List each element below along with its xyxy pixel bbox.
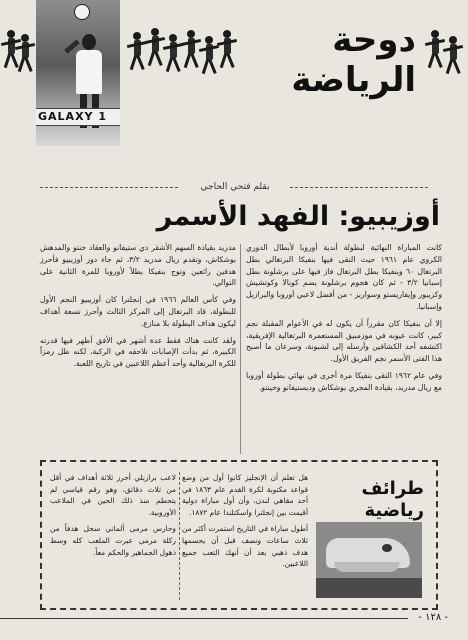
article-column-left: [40, 242, 236, 454]
stadium-board-text: GALAXY 1: [38, 110, 107, 123]
paragraph: وحارس مرمى ألماني سجل هدفاً من ركلة مرمى عبرت الملعب كله وسط ذهول الجماهير والحكم معاً.: [50, 524, 176, 557]
article-column-right: [246, 242, 442, 412]
dinosaur-skull-illustration: [316, 522, 422, 598]
paragraph: أطول مباراة في التاريخ استمرت أكثر من ثلاث ساعات ونصف قبل أن يحسمها هدف ذهبي بعد أن أنهك التعب جميع اللاعبين.: [182, 524, 308, 569]
sports-trivia-box: [40, 460, 438, 610]
runner-figure-icon: [186, 30, 196, 68]
masthead-line-1: دوحة: [332, 20, 416, 60]
paragraph: وفي كأس العالم ١٩٦٦ في إنجلترا كان أوزيبيو النجم الأول للبطولة، قاد البرتغال إلى المركز الثالث وأحرز تسعة أهداف ليكون هداف البطولة بلا منازع.: [40, 295, 236, 328]
byline-text: بقلم فتحي الحاجي: [180, 180, 290, 194]
paragraph: ولقد كانت هناك فقط عدة أشهر في الأفق أظهر فيها قدرته الكبيرة، ثم بدأت الإصابات تلاحقه في الركبة، لكنه ظل رمزاً للكرة البرتغالية وأحد أعظم اللاعبين في تاريخ اللعبة.: [40, 335, 236, 369]
section-masthead: [266, 20, 416, 100]
paragraph: مدريد بقيادة السهم الأشقر دي ستيفانو والعقاد خنتو والمدهش بوشكاش، وتقدم ريال مدريد ٣/٢، ثم جاء دور أوزيبيو فأحرز هدفين رائعين وتوج بنفيكا بطلاً لأوروبا للمرة الثانية على التوالي.: [40, 243, 236, 288]
masthead-line-2: الرياضة: [291, 60, 416, 100]
runner-figure-icon: [204, 36, 214, 74]
page-header: [0, 0, 468, 150]
runner-figure-icon: [150, 28, 160, 66]
page-number: - ١٢٨ -: [418, 612, 448, 623]
column-divider: [240, 244, 241, 454]
paragraph: إلا أن بنفيكا كان مقرراً أن يكون له في الأعوام المقبلة نجم كبير، كانت عيونه في موزمبيق المستعمرة البرتغالية الإفريقية، اكتشفه أحد الكشافين وأرسله إلى لشبونة، وسرعان ما أصبح هذا الفتى الأسمر نجم الفريق الأول.: [246, 318, 442, 364]
runner-figure-icon: [222, 30, 232, 68]
runner-figure-icon: [168, 34, 178, 72]
article-headline: أوزيبيو: الفهد الأسمر: [156, 201, 440, 232]
trivia-column-a: [182, 472, 308, 575]
trivia-column-divider: [179, 472, 180, 600]
paragraph: هل تعلم أن الإنجليز كانوا أول من وضع قواعد مكتوبة لكرة القدم عام ١٨٦٣ في أحد مقاهي لندن، وأن أول مباراة دولية أقيمت بين إنجلترا واسكتلندا عام ١٨٧٢.: [182, 473, 308, 517]
runner-figure-icon: [20, 34, 30, 72]
trivia-box-title: طرائف رياضية: [361, 478, 424, 521]
runner-figure-icon: [132, 32, 142, 70]
football-player-photo: [36, 0, 120, 146]
page-footer: [0, 606, 468, 628]
footer-rule: [0, 618, 408, 619]
runner-figure-icon: [448, 36, 458, 74]
paragraph: وفي عام ١٩٦٢ التقى بنفيكا مرة أخرى في نهائي بطولة أوروبا مع ريال مدريد، بقيادة المجري بوشكاش وديستيفانو وخينتو.: [246, 370, 442, 392]
article-byline: [0, 180, 468, 194]
paragraph: لاعب برازيلي أحرز ثلاثة أهداف في أقل من ثلاث دقائق، وهو رقم قياسي لم يتحطم منذ ذلك الحين في الملاعب الأوروبية.: [50, 473, 176, 517]
trivia-column-b: [50, 472, 176, 563]
runner-figure-icon: [430, 30, 440, 68]
paragraph: كانت المباراة النهائية لبطولة أندية أوروبا لأبطال الدوري الكروي عام ١٩٦١ حيث التقى فيها بنفيكا البرتغالي بطل البرتغال ٦٠ وبنفيكا بطل البرتغال فاز فيها على برشلونة بطل إسبانيا ٣/٢ - ثم كان هجوم برشلونة يضم كوبالا وكوتشيش وكزيبور وإيفاريستو وسواريز - من أفضل لاعبي أوروبا والبرازيل وإسبانيا.: [246, 243, 442, 311]
